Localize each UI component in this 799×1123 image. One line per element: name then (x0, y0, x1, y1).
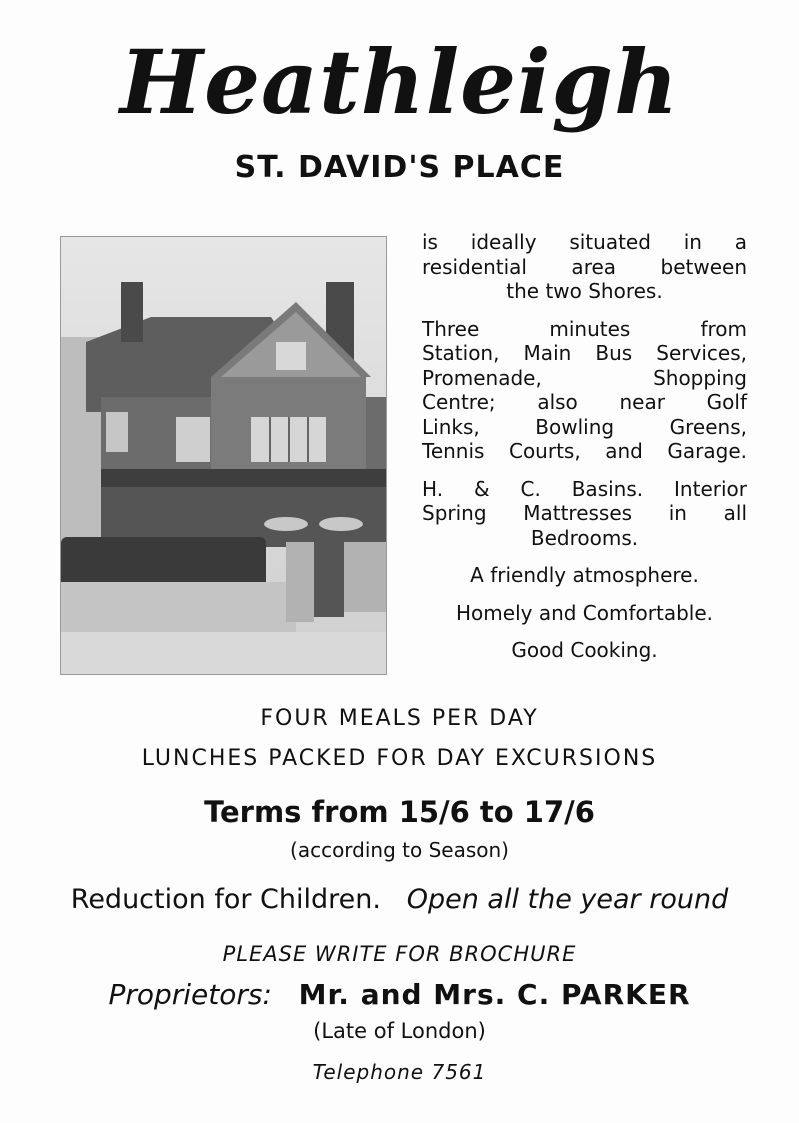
homely-text: Homely and Comfortable. (456, 600, 713, 625)
proprietors-line (0, 978, 799, 1011)
lunches-text: LUNCHES PACKED FOR DAY EXCURSIONS (141, 746, 658, 771)
page-title: Heathleigh (119, 30, 680, 134)
desc-line: Links, Bowling Greens, (422, 414, 747, 439)
desc-line: the two Shores. (506, 279, 663, 303)
desc-line: Station, Main Bus Services, (422, 341, 747, 365)
house-photo (60, 236, 387, 675)
desc-line: residential area between (422, 254, 747, 279)
desc-line: Promenade, Shopping (422, 365, 747, 390)
brochure-text: PLEASE WRITE FOR BROCHURE (222, 942, 577, 966)
desc-line: Bedrooms. (530, 525, 639, 550)
address-subtitle: ST. DAVID'S PLACE (234, 150, 565, 185)
desc-line: Three minutes from (422, 316, 747, 341)
proprietors-name: Mr. and Mrs. C. PARKER (298, 978, 691, 1011)
desc-line: Spring Mattresses in all (422, 501, 747, 525)
reduction-line (0, 884, 799, 915)
friendly-text: A friendly atmosphere. (470, 563, 699, 587)
description (422, 230, 747, 676)
desc-line: Centre; also near Golf (422, 390, 747, 414)
season-text: (according to Season) (290, 838, 509, 862)
telephone-text: Telephone 7561 (312, 1060, 487, 1084)
desc-line: Tennis Courts, and Garage. (422, 439, 747, 463)
open-text: Open all the year round (406, 884, 729, 915)
proprietors-label: Proprietors: (108, 978, 272, 1011)
desc-line: is ideally situated in a (422, 230, 747, 254)
cooking-text: Good Cooking. (511, 638, 658, 662)
late-text: (Late of London) (313, 1019, 486, 1043)
desc-line: H. & C. Basins. Interior (422, 476, 747, 501)
reduction-text: Reduction for Children. (70, 884, 381, 915)
terms-text: Terms from 15/6 to 17/6 (204, 795, 595, 829)
meals-text: FOUR MEALS PER DAY (260, 706, 539, 731)
